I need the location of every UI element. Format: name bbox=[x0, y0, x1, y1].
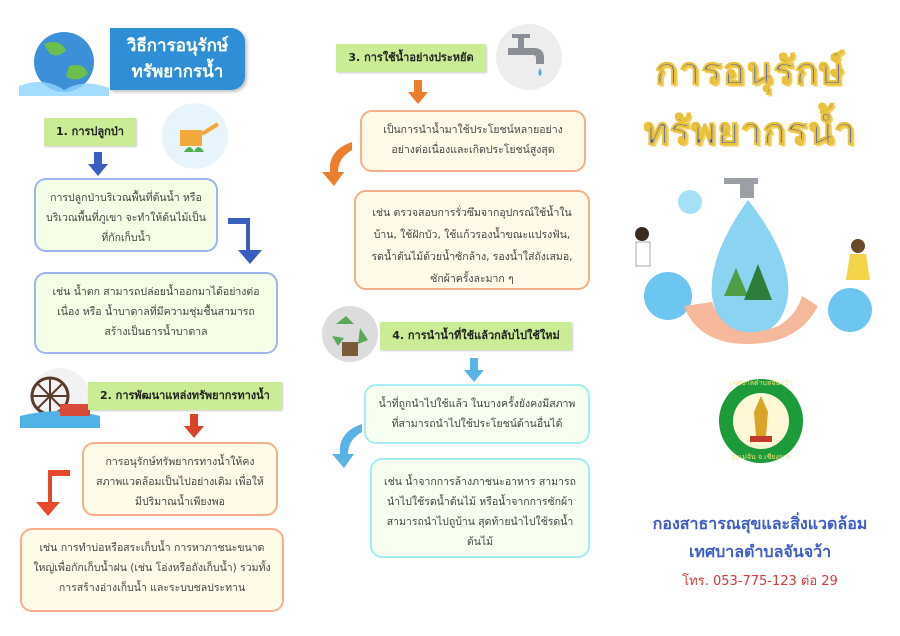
step4-box1: น้ำที่ถูกนำไปใช้แล้ว ในบางครั้งยังคงมีสภาพที่สามารถนำไปใช้ประโยชน์ด้านอื่นได้ bbox=[364, 384, 590, 444]
step4-box2: เช่น น้ำจากการล้างภาชนะอาหาร สามารถนำไปใช้รดน้ำต้นไม้ หรือน้ำจากการซักผ้าสามารถนำไปถูบ้าน สุดท้ายนำไปใช้รดน้ำต้นไม้ bbox=[370, 458, 590, 558]
arrow-down-icon bbox=[88, 152, 108, 176]
watering-can-icon bbox=[160, 100, 230, 172]
banner-title-line2: ทรัพยากรน้ำ bbox=[131, 62, 224, 82]
seal-bottom-text: อ.แม่จัน จ.เชียงราย bbox=[731, 453, 791, 461]
arrow-down-icon bbox=[184, 414, 204, 438]
water-drop-illustration-icon bbox=[628, 176, 880, 348]
step3-box1: เป็นการนำน้ำมาใช้ประโยชน์หลายอย่างอย่างต่อเนื่องและเกิดประโยชน์สูงสุด bbox=[360, 110, 586, 172]
step1-box1: การปลูกป่าบริเวณพื้นที่ต้นน้ำ หรือบริเวณพื้นที่ภูเขา จะทำให้ต้นไม้เป็นที่กักเก็บน้ำ bbox=[34, 178, 218, 252]
org-name-line2: เทศบาลตำบลจันจว้า bbox=[688, 542, 832, 561]
faucet-icon bbox=[494, 22, 564, 92]
recycle-icon bbox=[316, 304, 384, 364]
step3-label: 3. การใช้น้ำอย่างประหยัด bbox=[336, 44, 486, 72]
org-name-line1: กองสาธารณสุขและสิ่งแวดล้อม bbox=[652, 514, 868, 533]
banner-title-line1: วิธีการอนุรักษ์ bbox=[126, 36, 229, 56]
arrow-down-icon bbox=[464, 358, 484, 382]
main-title-line1: การอนุรักษ์ bbox=[654, 48, 846, 93]
step1-label: 1. การปลูกป่า bbox=[44, 118, 136, 146]
phone-number: โทร. 053-775-123 ต่อ 29 bbox=[682, 574, 838, 589]
arrow-curve-icon bbox=[318, 138, 358, 188]
step2-box2: เช่น การทำบ่อหรือสระเก็บน้ำ การหาภาชนะขนาดใหญ่เพื่อกักเก็บน้ำฝน (เช่น โอ่งหรือถังเก็บน้ำ) รวมทั้งการสร้างอ่างเก็บน้ำ และระบบชลประทาน bbox=[20, 528, 284, 612]
arrow-curve-icon bbox=[30, 462, 74, 518]
arrow-down-icon bbox=[408, 80, 428, 104]
step4-label: 4. การนำน้ำที่ใช้แล้วกลับไปใช้ใหม่ bbox=[380, 322, 572, 350]
step1-box2: เช่น น้ำตก สามารถปล่อยน้ำออกมาได้อย่างต่อเนื่อง หรือ น้ำบาดาลที่มีความชุ่มชื้นสามารถสร้างเป็นธารน้ำบาดาล bbox=[34, 272, 278, 354]
seal-top-text: เทศบาลตำบลจันจว้า bbox=[729, 379, 793, 387]
step2-box1: การอนุรักษ์ทรัพยากรทางน้ำให้คงสภาพแวดล้อมเป็นไปอย่างเดิม เพื่อให้มีปริมาณน้ำเพียงพอ bbox=[82, 442, 278, 516]
step2-label: 2. การพัฒนาแหล่งทรัพยากรทางน้ำ bbox=[88, 382, 282, 410]
arrow-curve-icon bbox=[328, 420, 368, 470]
earth-icon bbox=[14, 24, 114, 100]
arrow-curve-icon bbox=[224, 210, 268, 266]
step3-box2: เช่น ตรวจสอบการรั่วซึมจากอุปกรณ์ใช้น้ำในบ้าน, ใช้ฝักบัว, ใช้แก้วรองน้ำขณะแปรงฟัน, รดน้ำต้นไม้ด้วยน้ำซักล้าง, รองน้ำใส่ถังเสมอ, ซักผ้าครั้งละมาก ๆ bbox=[354, 190, 590, 290]
main-title-line2: ทรัพยากรน้ำ bbox=[643, 108, 857, 153]
section-title-banner bbox=[110, 28, 245, 90]
